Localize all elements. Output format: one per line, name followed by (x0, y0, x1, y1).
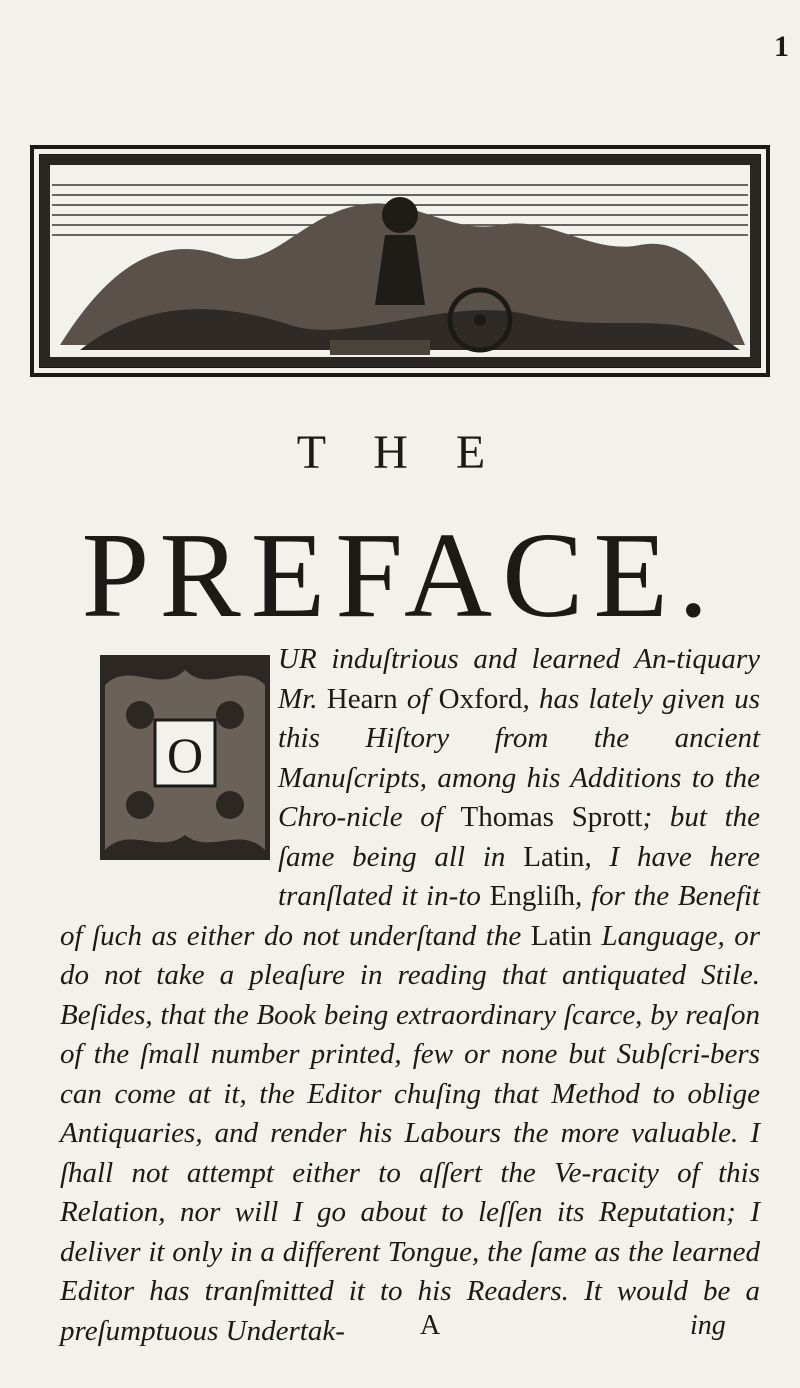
text-run: , has lately given us this Hiſtory from the ancient Manuſcripts, among his Additions to the Chro-nicle of (278, 682, 761, 833)
initial-space (60, 640, 278, 903)
text-run: UR (278, 643, 332, 675)
preface-body-text (60, 640, 760, 1351)
text-run: , for the Benefit of ſuch as either do not underſtand the (60, 880, 760, 952)
proper-noun: Thomas Sprott (460, 801, 643, 833)
catchword: ing (690, 1310, 726, 1341)
signature-mark: A (420, 1310, 441, 1341)
allegorical-headpiece-engraving (30, 145, 770, 377)
page-number: 1 (774, 30, 789, 63)
text-run: , I have here tranſlated it in-to (278, 840, 760, 912)
proper-noun: Latin (523, 840, 585, 873)
text-run: ; but the ſame being all in (278, 801, 760, 873)
text-run: Language, or do not take a pleaſure in reading that antiquated Stile. Beſides, that the Book being extraordinary ſcarce, by reaſon of the ſmall number printed, few or none but Subſcri-bers can come at it, the Editor chuſing that Method to oblige Antiquaries, and render his Labours the more valuable. I ſhall not attempt either to aſſert the Ve-racity of this Relation, nor will I go about to leſſen its Reputation; I deliver it only in a different Tongue, the ſame as the learned Editor has tranſmitted it to his Readers. It would be a preſumptuous Undertak- (60, 919, 760, 1347)
proper-noun: Hearn (326, 682, 398, 715)
heading-the: T H E (296, 426, 504, 479)
text-run: of (397, 682, 439, 715)
proper-noun: Engliſh (489, 880, 575, 912)
initial-letter: O (166, 727, 204, 783)
proper-noun: Latin (530, 919, 592, 952)
proper-noun: Oxford (438, 682, 523, 715)
heading-preface: PREFACE. (81, 508, 719, 643)
text-run: induſtrious and learned An-tiquary Mr. (278, 643, 760, 715)
